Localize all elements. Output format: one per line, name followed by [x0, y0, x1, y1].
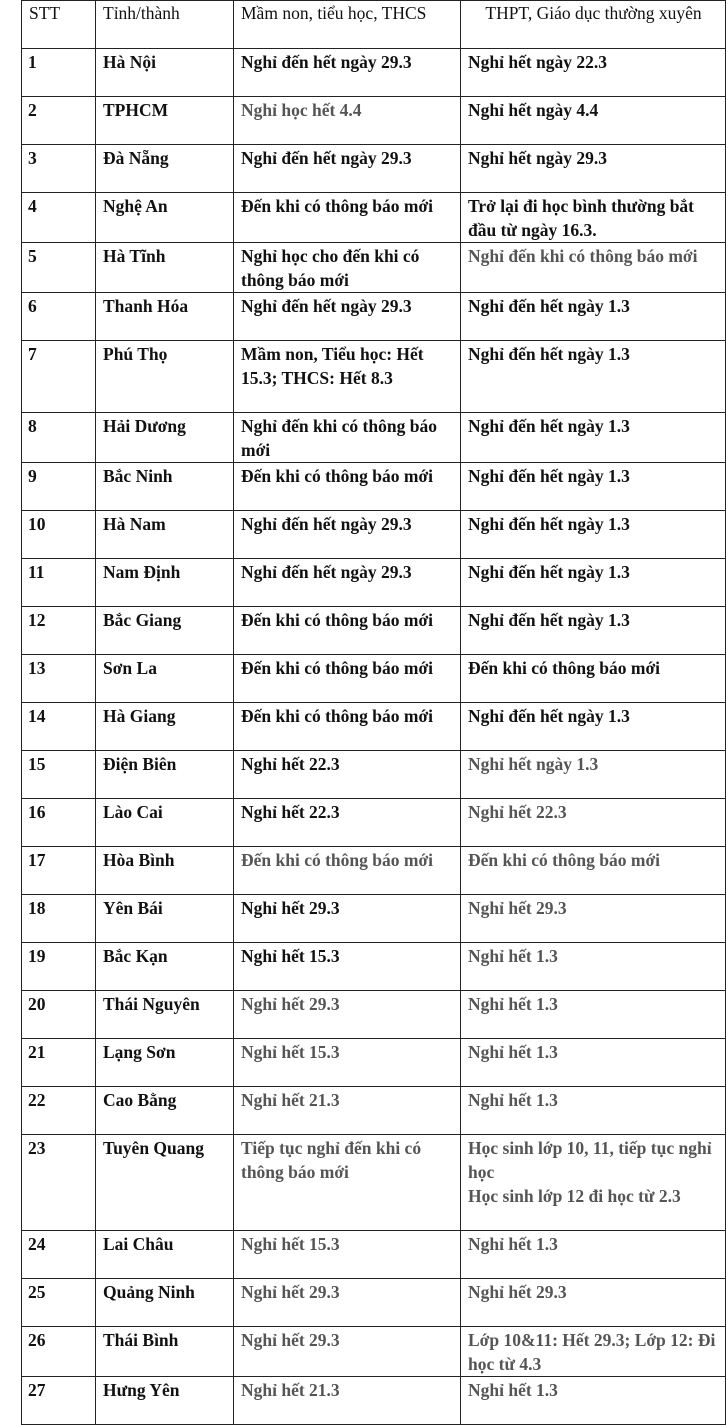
row-high-school: Nghỉ đến hết ngày 1.3	[461, 703, 726, 751]
row-province: Hòa Bình	[96, 847, 234, 895]
table-row	[22, 559, 726, 607]
row-stt: 9	[22, 463, 96, 511]
row-stt: 23	[22, 1135, 96, 1231]
row-stt: 7	[22, 341, 96, 413]
table-row	[22, 895, 726, 943]
row-stt: 3	[22, 145, 96, 193]
table-row	[22, 751, 726, 799]
row-primary: Nghỉ đến hết ngày 29.3	[234, 511, 461, 559]
table-row	[22, 1327, 726, 1377]
row-province: Hà Giang	[96, 703, 234, 751]
row-primary: Nghỉ hết 22.3	[234, 751, 461, 799]
header-primary: Mầm non, tiểu học, THCS	[234, 1, 461, 49]
row-stt: 18	[22, 895, 96, 943]
row-stt: 27	[22, 1377, 96, 1425]
table-row	[22, 1087, 726, 1135]
table-row	[22, 1135, 726, 1231]
table-row	[22, 463, 726, 511]
row-stt: 12	[22, 607, 96, 655]
table-row	[22, 1279, 726, 1327]
row-primary: Nghỉ đến hết ngày 29.3	[234, 293, 461, 341]
row-province: Lạng Sơn	[96, 1039, 234, 1087]
table-row	[22, 1377, 726, 1425]
row-primary: Nghỉ học cho đến khi có thông báo mới	[234, 243, 461, 293]
row-high-school: Đến khi có thông báo mới	[461, 655, 726, 703]
row-high-school: Nghỉ hết ngày 29.3	[461, 145, 726, 193]
header-stt: STT	[22, 1, 96, 49]
row-primary: Nghỉ hết 22.3	[234, 799, 461, 847]
row-province: Quảng Ninh	[96, 1279, 234, 1327]
row-province: Bắc Kạn	[96, 943, 234, 991]
row-province: Thái Bình	[96, 1327, 234, 1377]
row-stt: 1	[22, 49, 96, 97]
row-high-school: Nghỉ hết ngày 4.4	[461, 97, 726, 145]
row-province: Yên Bái	[96, 895, 234, 943]
row-primary: Đến khi có thông báo mới	[234, 703, 461, 751]
row-high-school: Nghỉ hết 29.3	[461, 895, 726, 943]
row-province: TPHCM	[96, 97, 234, 145]
header-high-school: THPT, Giáo dục thường xuyên	[461, 1, 726, 49]
row-stt: 22	[22, 1087, 96, 1135]
table-row	[22, 943, 726, 991]
row-primary: Nghỉ hết 15.3	[234, 1039, 461, 1087]
table-row	[22, 1231, 726, 1279]
row-high-school: Nghỉ đến hết ngày 1.3	[461, 463, 726, 511]
table-row	[22, 193, 726, 243]
row-primary: Nghỉ hết 29.3	[234, 1327, 461, 1377]
row-high-school: Nghỉ hết 1.3	[461, 1377, 726, 1425]
row-primary: Nghỉ hết 21.3	[234, 1377, 461, 1425]
table-row	[22, 49, 726, 97]
row-stt: 4	[22, 193, 96, 243]
row-stt: 11	[22, 559, 96, 607]
table-row	[22, 655, 726, 703]
school-closure-table	[21, 0, 726, 1425]
row-stt: 10	[22, 511, 96, 559]
row-primary: Nghỉ hết 21.3	[234, 1087, 461, 1135]
row-province: Lào Cai	[96, 799, 234, 847]
row-stt: 2	[22, 97, 96, 145]
row-primary: Nghỉ đến hết ngày 29.3	[234, 145, 461, 193]
school-closure-table-document	[21, 0, 726, 1425]
row-stt: 17	[22, 847, 96, 895]
row-high-school: Nghỉ hết 1.3	[461, 991, 726, 1039]
row-stt: 24	[22, 1231, 96, 1279]
row-high-school: Nghỉ đến hết ngày 1.3	[461, 511, 726, 559]
row-primary: Nghỉ đến khi có thông báo mới	[234, 413, 461, 463]
row-primary: Tiếp tục nghỉ đến khi có thông báo mới	[234, 1135, 461, 1231]
row-stt: 21	[22, 1039, 96, 1087]
row-stt: 8	[22, 413, 96, 463]
row-province: Bắc Giang	[96, 607, 234, 655]
row-stt: 16	[22, 799, 96, 847]
row-high-school: Nghỉ hết 29.3	[461, 1279, 726, 1327]
row-high-school: Nghỉ đến hết ngày 1.3	[461, 559, 726, 607]
row-province: Phú Thọ	[96, 341, 234, 413]
row-province: Lai Châu	[96, 1231, 234, 1279]
row-primary: Nghỉ đến hết ngày 29.3	[234, 49, 461, 97]
row-high-school: Nghỉ hết 22.3	[461, 799, 726, 847]
row-primary: Đến khi có thông báo mới	[234, 847, 461, 895]
row-stt: 6	[22, 293, 96, 341]
row-primary: Đến khi có thông báo mới	[234, 193, 461, 243]
row-province: Hà Tĩnh	[96, 243, 234, 293]
table-row	[22, 991, 726, 1039]
header-province: Tỉnh/thành	[96, 1, 234, 49]
row-high-school: Đến khi có thông báo mới	[461, 847, 726, 895]
table-row	[22, 243, 726, 293]
row-high-school: Lớp 10&11: Hết 29.3; Lớp 12: Đi học từ 4.3	[461, 1327, 726, 1377]
row-province: Hà Nội	[96, 49, 234, 97]
row-province: Hà Nam	[96, 511, 234, 559]
row-high-school: Nghỉ đến khi có thông báo mới	[461, 243, 726, 293]
row-province: Tuyên Quang	[96, 1135, 234, 1231]
row-primary: Đến khi có thông báo mới	[234, 463, 461, 511]
row-primary: Nghỉ đến hết ngày 29.3	[234, 559, 461, 607]
row-primary: Đến khi có thông báo mới	[234, 607, 461, 655]
table-row	[22, 847, 726, 895]
row-province: Nghệ An	[96, 193, 234, 243]
table-row	[22, 799, 726, 847]
row-stt: 20	[22, 991, 96, 1039]
row-primary: Nghỉ học hết 4.4	[234, 97, 461, 145]
row-primary: Nghỉ hết 15.3	[234, 943, 461, 991]
row-high-school: Học sinh lớp 10, 11, tiếp tục nghỉ học Học sinh lớp 12 đi học từ 2.3	[461, 1135, 726, 1231]
row-province: Nam Định	[96, 559, 234, 607]
row-high-school: Nghỉ hết 1.3	[461, 1231, 726, 1279]
row-province: Thanh Hóa	[96, 293, 234, 341]
row-province: Cao Bằng	[96, 1087, 234, 1135]
table-row	[22, 97, 726, 145]
row-primary: Mầm non, Tiểu học: Hết 15.3; THCS: Hết 8.3	[234, 341, 461, 413]
header-row	[22, 1, 726, 49]
table-row	[22, 1039, 726, 1087]
row-province: Đà Nẵng	[96, 145, 234, 193]
row-province: Bắc Ninh	[96, 463, 234, 511]
row-primary: Nghỉ hết 29.3	[234, 1279, 461, 1327]
row-stt: 19	[22, 943, 96, 991]
row-province: Hưng Yên	[96, 1377, 234, 1425]
row-province: Hải Dương	[96, 413, 234, 463]
row-stt: 26	[22, 1327, 96, 1377]
row-high-school: Nghỉ đến hết ngày 1.3	[461, 293, 726, 341]
row-primary: Nghỉ hết 29.3	[234, 991, 461, 1039]
row-high-school: Trở lại đi học bình thường bắt đầu từ ngày 16.3.	[461, 193, 726, 243]
table-row	[22, 145, 726, 193]
row-province: Sơn La	[96, 655, 234, 703]
row-high-school: Nghỉ đến hết ngày 1.3	[461, 607, 726, 655]
row-stt: 25	[22, 1279, 96, 1327]
row-stt: 15	[22, 751, 96, 799]
row-stt: 14	[22, 703, 96, 751]
row-high-school: Nghỉ hết ngày 1.3	[461, 751, 726, 799]
row-stt: 13	[22, 655, 96, 703]
row-province: Điện Biên	[96, 751, 234, 799]
row-high-school: Nghỉ hết 1.3	[461, 943, 726, 991]
table-row	[22, 703, 726, 751]
table-row	[22, 341, 726, 413]
table-row	[22, 293, 726, 341]
table-row	[22, 413, 726, 463]
row-stt: 5	[22, 243, 96, 293]
row-high-school: Nghỉ hết 1.3	[461, 1039, 726, 1087]
table-row	[22, 511, 726, 559]
row-high-school: Nghỉ đến hết ngày 1.3	[461, 413, 726, 463]
row-province: Thái Nguyên	[96, 991, 234, 1039]
table-row	[22, 607, 726, 655]
row-high-school: Nghỉ hết 1.3	[461, 1087, 726, 1135]
row-primary: Đến khi có thông báo mới	[234, 655, 461, 703]
row-high-school: Nghỉ đến hết ngày 1.3	[461, 341, 726, 413]
row-high-school: Nghỉ hết ngày 22.3	[461, 49, 726, 97]
row-primary: Nghỉ hết 29.3	[234, 895, 461, 943]
row-primary: Nghỉ hết 15.3	[234, 1231, 461, 1279]
